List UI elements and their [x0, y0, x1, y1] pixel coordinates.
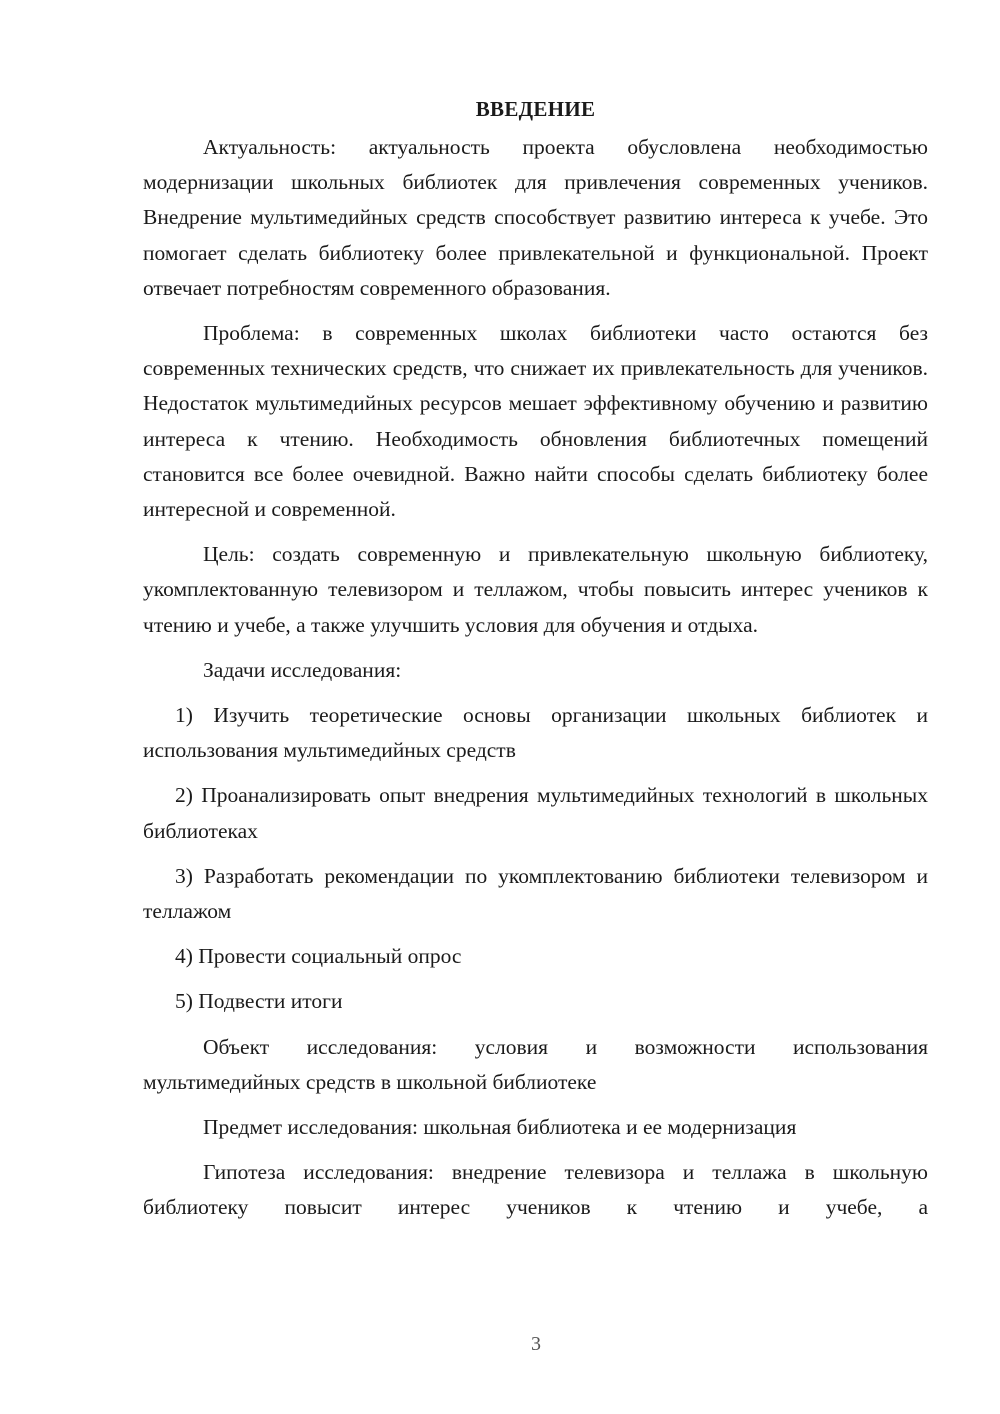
paragraph-problem: Проблема: в современных школах библиотеки часто остаются без современных технических средств, что снижает их привлекательность для учеников. Недостаток мультимедийных ресурсов мешает эффективному обучению и развитию интереса к чтению. Необходимость обновления библиотечных помещений становится все более очевидной. Важно найти способы сделать библиотеку более интересной и современной. [143, 321, 928, 522]
list-item: 2) Проанализировать опыт внедрения мультимедийных технологий в школьных библиотеках [143, 783, 928, 843]
tasks-list [143, 698, 928, 1020]
paragraph-object: Объект исследования: условия и возможности использования мультимедийных средств в школьной библиотеке [143, 1034, 928, 1094]
paragraph-hypothesis: Гипотеза исследования: внедрение телевизора и теллажа в школьную библиотеку повысит интерес учеников к чтению и учебе, а [143, 1160, 928, 1220]
list-item: 3) Разработать рекомендации по укомплектованию библиотеки телевизором и теллажом [143, 863, 928, 924]
list-item: 1) Изучить теоретические основы организации школьных библиотек и использования мультимедийных средств [143, 703, 928, 763]
paragraph-subject: Предмет исследования: школьная библиотека и ее модернизация [203, 1115, 797, 1140]
page-number: 3 [531, 1333, 541, 1355]
page-title: ВВЕДЕНИЕ [475, 97, 596, 121]
list-item: 5) Подвести итоги [175, 989, 343, 1014]
document-page [143, 92, 928, 1236]
tasks-heading: Задачи исследования: [203, 657, 402, 682]
paragraph-goal: Цель: создать современную и привлекательную школьную библиотеку, укомплектованную телевизором и теллажом, чтобы повысить интерес учеников к чтению и учебе, а также улучшить условия для обучения и отдыха. [143, 542, 928, 637]
paragraph-relevance: Актуальность: актуальность проекта обусловлена необходимостью модернизации школьных библиотек для привлечения современных учеников. Внедрение мультимедийных средств способствует развитию интереса к учебе. Это помогает сделать библиотеку более привлекательной и функциональной. Проект отвечает потребностям современного образования. [143, 135, 928, 300]
list-item: 4) Провести социальный опрос [175, 944, 462, 969]
